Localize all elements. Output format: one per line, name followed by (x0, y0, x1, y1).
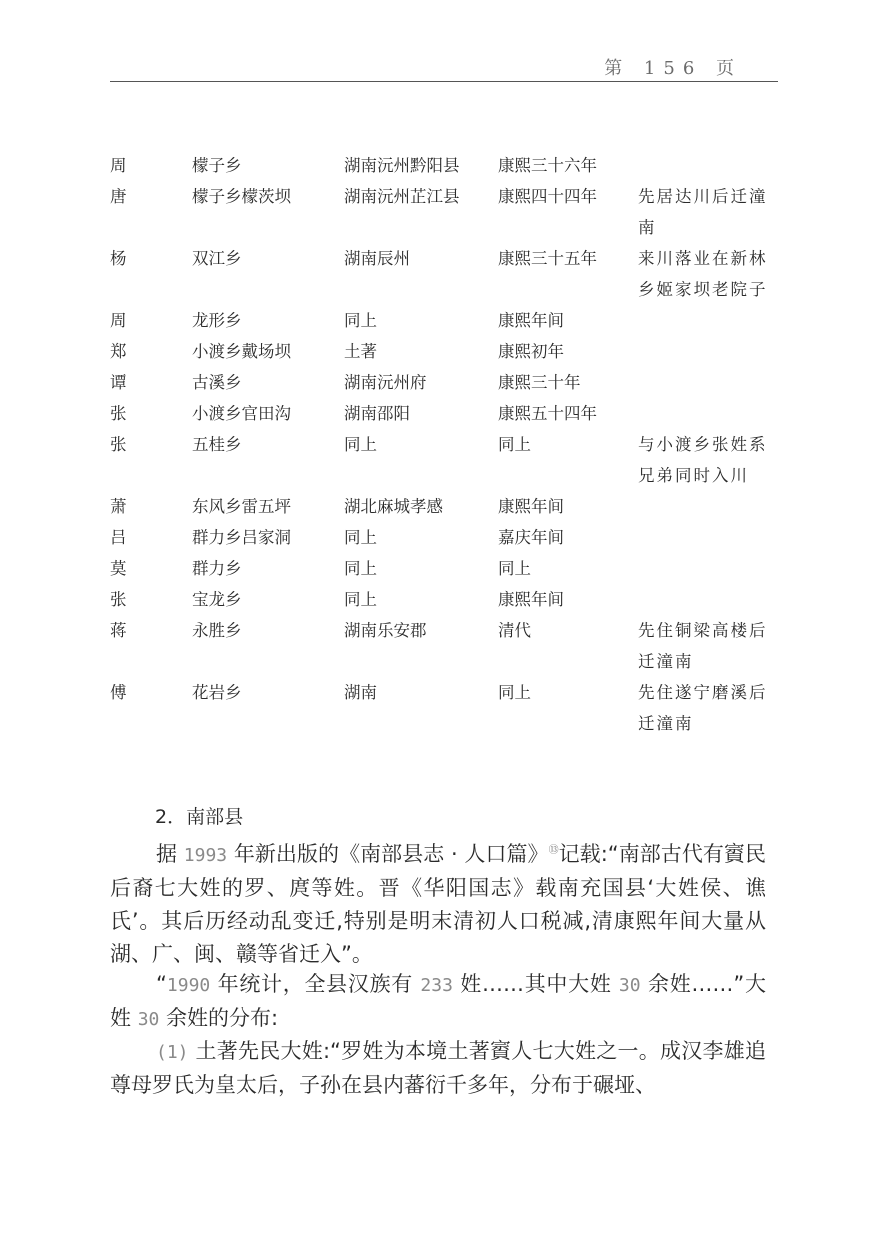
location-cell: 群力乡吕家洞 (192, 528, 291, 547)
page-header (110, 0, 778, 82)
surname-cell: 蒋 (110, 621, 127, 640)
origin-cell: 湖南沅州黔阳县 (344, 156, 460, 175)
surname-cell: 莫 (110, 559, 127, 578)
period-cell: 康熙五十四年 (498, 404, 597, 423)
location-cell: 龙形乡 (192, 311, 242, 330)
table-row (110, 677, 790, 739)
period-cell: 同上 (498, 559, 531, 578)
surname-cell: 吕 (110, 528, 127, 547)
section-heading: 2．南部县 (155, 806, 244, 828)
surname-cell: 周 (110, 311, 127, 330)
location-cell: 古溪乡 (192, 373, 242, 392)
surname-cell: 张 (110, 435, 127, 454)
note-cell: 来川落业在新林乡姬家坝老院子 (638, 249, 768, 299)
origin-cell: 同上 (344, 311, 377, 330)
table-row (110, 429, 790, 491)
origin-cell: 同上 (344, 435, 377, 454)
location-cell: 檬子乡 (192, 156, 242, 175)
note-cell: 先住遂宁磨溪后迁潼南 (638, 683, 768, 733)
para-text: 姓……其中大姓 (452, 972, 619, 996)
location-cell: 群力乡 (192, 559, 242, 578)
year-number: 1990 (166, 975, 211, 996)
surname-cell: 谭 (110, 373, 127, 392)
note-cell: 与小渡乡张姓系兄弟同时入川 (638, 435, 768, 485)
surname-cell: 周 (110, 156, 127, 175)
para-text: 年统计，全县汉族有 (210, 972, 421, 996)
location-cell: 宝龙乡 (192, 590, 242, 609)
surname-cell: 张 (110, 590, 127, 609)
table-row (110, 367, 790, 398)
para-text: 记载:“南部古代有賨民后裔七大姓的罗、庹等姓。晋《华阳国志》载南充国县‘大姓侯、谯氏’。其后历经动乱变迁,特别是明末清初人口税减,清康熙年间大量从湖、广、闽、赣等省迁入”。 (110, 842, 766, 966)
origin-cell: 湖南乐安郡 (344, 621, 427, 640)
table-row (110, 491, 790, 522)
table-row (110, 336, 790, 367)
table-row (110, 243, 790, 305)
para-text: “ (156, 972, 167, 996)
year-number: 1993 (183, 845, 228, 866)
origin-cell: 湖南沅州府 (344, 373, 427, 392)
period-cell: 康熙三十年 (498, 373, 581, 392)
table-row (110, 522, 790, 553)
surname-count: 233 (420, 975, 453, 996)
period-cell: 康熙初年 (498, 342, 564, 361)
page-number: 第 156 页 (604, 58, 742, 79)
para-text: 余姓……”大姓 (110, 972, 766, 1030)
period-cell: 同上 (498, 435, 531, 454)
period-cell: 康熙年间 (498, 311, 564, 330)
period-cell: 同上 (498, 683, 531, 702)
table-row (110, 398, 790, 429)
para-text: 余姓的分布: (159, 1006, 279, 1030)
period-cell: 康熙三十六年 (498, 156, 597, 175)
period-cell: 康熙年间 (498, 497, 564, 516)
location-cell: 五桂乡 (192, 435, 242, 454)
table-row (110, 553, 790, 584)
origin-cell: 同上 (344, 528, 377, 547)
para-text: 据 (156, 842, 184, 866)
location-cell: 东风乡雷五坪 (192, 497, 291, 516)
surname-cell: 傅 (110, 683, 127, 702)
major-surname-count: 30 (618, 975, 641, 996)
surname-cell: 杨 (110, 249, 127, 268)
surname-cell: 唐 (110, 187, 127, 206)
origin-cell: 湖南沅州芷江县 (344, 187, 460, 206)
period-cell: 清代 (498, 621, 531, 640)
table-row (110, 584, 790, 615)
table-row (110, 615, 790, 677)
para-text: 年新出版的《南部县志 · 人口篇》 (227, 842, 549, 866)
location-cell: 檬子乡檬茨坝 (192, 187, 291, 206)
location-cell: 小渡乡官田沟 (192, 404, 291, 423)
origin-cell: 湖南 (344, 683, 377, 702)
period-cell: 康熙四十四年 (498, 187, 597, 206)
note-cell: 先居达川后迁潼南 (638, 187, 768, 237)
table-row (110, 181, 790, 243)
paragraph-nanbu-county-records (110, 834, 766, 971)
list-marker: (1) (156, 1042, 189, 1063)
location-cell: 永胜乡 (192, 621, 242, 640)
note-cell: 先住铜梁高楼后迁潼南 (638, 621, 768, 671)
paragraph-1990-statistics (110, 968, 766, 1036)
table-row (110, 305, 790, 336)
header-rule (110, 81, 778, 82)
origin-cell: 湖北麻城孝感 (344, 497, 443, 516)
origin-cell: 同上 (344, 559, 377, 578)
origin-cell: 湖南邵阳 (344, 404, 410, 423)
origin-cell: 湖南辰州 (344, 249, 410, 268)
location-cell: 双江乡 (192, 249, 242, 268)
major-surname-count: 30 (137, 1009, 160, 1030)
migration-table (110, 150, 790, 739)
period-cell: 康熙三十五年 (498, 249, 597, 268)
origin-cell: 土著 (344, 342, 377, 361)
para-text: 土著先民大姓:“罗姓为本境土著賨人七大姓之一。成汉李雄追尊母罗氏为皇太后，子孙在县内蕃衍千多年，分布于碾垭、 (110, 1039, 766, 1097)
origin-cell: 同上 (344, 590, 377, 609)
paragraph-indigenous-surnames (110, 1035, 766, 1102)
location-cell: 小渡乡戴场坝 (192, 342, 291, 361)
surname-cell: 张 (110, 404, 127, 423)
period-cell: 康熙年间 (498, 590, 564, 609)
period-cell: 嘉庆年间 (498, 528, 564, 547)
footnote-mark: ⑬ (548, 845, 559, 856)
location-cell: 花岩乡 (192, 683, 242, 702)
surname-cell: 郑 (110, 342, 127, 361)
surname-cell: 萧 (110, 497, 127, 516)
table-row (110, 150, 790, 181)
